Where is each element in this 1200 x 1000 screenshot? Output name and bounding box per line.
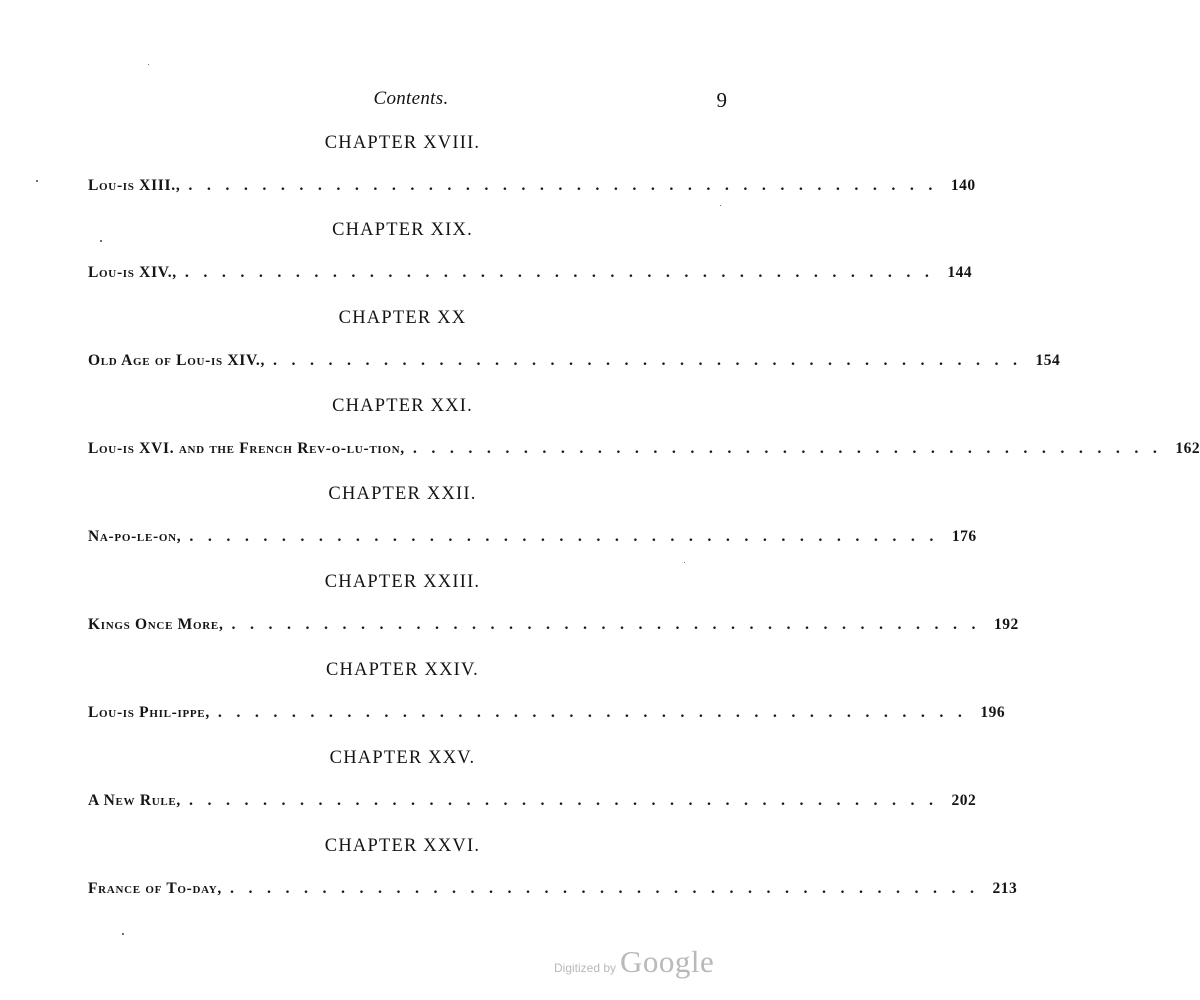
running-head-title: Contents. xyxy=(373,88,449,109)
toc-entry-title: Old Age of Lou-is XIV., xyxy=(88,352,266,369)
dot-leader: ......................................... xyxy=(273,352,1032,369)
chapter-heading: CHAPTER XVIII. xyxy=(324,133,481,153)
toc-line xyxy=(88,352,1061,376)
chapter-heading: CHAPTER XXIV. xyxy=(326,660,479,680)
toc-entry-page: 213 xyxy=(992,880,1018,897)
toc-entry-page: 154 xyxy=(1035,352,1061,369)
scan-speck xyxy=(36,180,38,182)
toc-entry-title: Lou-is XIV., xyxy=(88,264,177,281)
toc-entry-page: 162 xyxy=(1175,440,1200,457)
toc-line xyxy=(88,528,977,552)
dot-leader: ......................................... xyxy=(217,704,977,721)
toc-line xyxy=(88,880,1018,904)
dot-leader: ......................................... xyxy=(229,880,989,897)
chapter-heading: CHAPTER XX xyxy=(338,308,467,328)
google-logo: Google xyxy=(620,944,715,979)
toc-line xyxy=(88,177,976,201)
scan-speck xyxy=(720,205,721,206)
chapter-heading: CHAPTER XXVI. xyxy=(324,836,481,856)
toc-entry-page: 140 xyxy=(950,177,976,194)
dot-leader: ......................................... xyxy=(231,616,991,633)
scan-speck xyxy=(100,240,102,242)
toc-line xyxy=(88,440,1200,464)
scan-speck xyxy=(148,64,149,65)
toc-entry-page: 192 xyxy=(994,616,1019,633)
dot-leader: ......................................... xyxy=(188,177,947,194)
chapter-heading: CHAPTER XXI. xyxy=(332,396,473,416)
toc-entry-page: 196 xyxy=(980,704,1006,721)
toc-entry-page: 144 xyxy=(947,264,973,281)
toc-entry-title: France of To-day, xyxy=(88,880,222,897)
toc-entry-title: Lou-is XVI. and the French Rev-o-lu-tion, xyxy=(88,440,405,457)
scan-speck xyxy=(122,933,124,935)
toc-entry-page: 176 xyxy=(951,528,977,545)
scan-speck xyxy=(684,562,685,563)
toc-entry-title: Kings Once More, xyxy=(88,616,224,633)
digitized-attribution xyxy=(554,944,714,984)
chapter-heading: CHAPTER XXIII. xyxy=(324,572,481,592)
dot-leader: ......................................... xyxy=(184,264,944,281)
chapter-heading: CHAPTER XXII. xyxy=(328,484,477,504)
chapter-heading: CHAPTER XIX. xyxy=(332,220,473,240)
toc-entry-title: Lou-is Phil-ippe, xyxy=(88,704,210,721)
toc-line xyxy=(88,792,977,816)
running-head xyxy=(0,86,805,116)
toc-entry-page: 202 xyxy=(951,792,977,809)
toc-line xyxy=(88,704,1006,728)
attribution-prefix: Digitized by xyxy=(554,961,617,975)
toc-entry-title: Na-po-le-on, xyxy=(88,528,182,545)
chapter-heading: CHAPTER XXV. xyxy=(329,748,476,768)
dot-leader: ......................................... xyxy=(412,440,1172,457)
toc-line xyxy=(88,264,973,288)
page-number: 9 xyxy=(716,88,727,112)
toc-line xyxy=(88,616,1019,640)
toc-entry-title: A New Rule, xyxy=(88,792,182,809)
dot-leader: ......................................... xyxy=(189,528,948,545)
toc-entry-title: Lou-is XIII., xyxy=(88,177,181,194)
dot-leader: ......................................... xyxy=(189,792,948,809)
